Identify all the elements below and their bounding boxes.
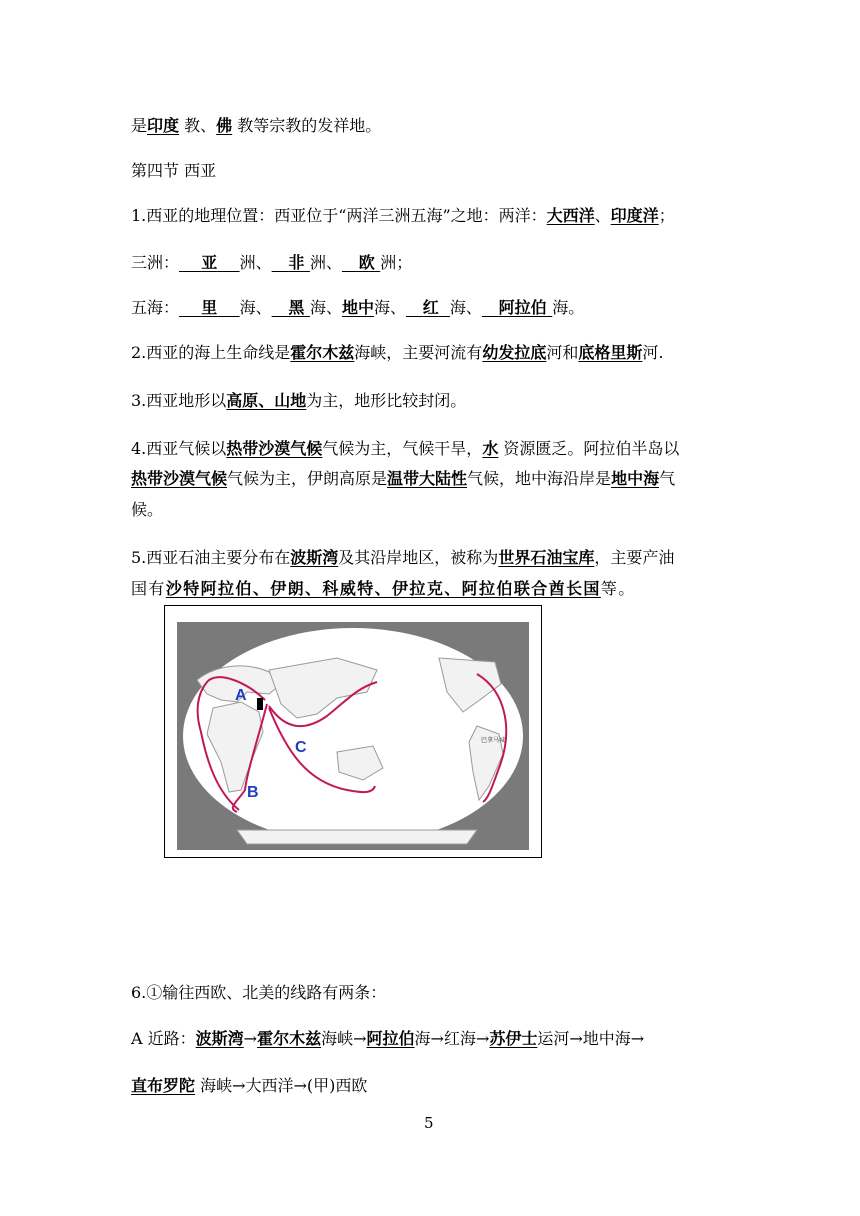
oil-route-map [164, 605, 542, 858]
question-6-route-a: A 近路：波斯湾→霍尔木兹海峡→阿拉伯海→红海→苏伊士运河→地中海→ [131, 1029, 645, 1048]
question-2: 2.西亚的海上生命线是霍尔木兹海峡，主要河流有幼发拉底河和底格里斯河. [131, 343, 664, 362]
question-4-line-1: 4.西亚气候以热带沙漠气候气候为主，气候干旱，水 资源匮乏。阿拉伯半岛以 [131, 439, 680, 458]
answer-climate-3: 温带大陆性 [387, 469, 468, 488]
answer-route-arabian: 阿拉伯 [366, 1029, 415, 1048]
answer-buddhism: 佛 [216, 116, 233, 135]
answer-oil-treasury: 世界石油宝库 [498, 548, 595, 567]
answer-oil-countries: 沙特阿拉伯、伊朗、科威特、伊拉克、阿拉伯联合酋长国 [165, 579, 601, 598]
answer-sea-1: 里 [201, 298, 218, 317]
gulf-marker [257, 698, 263, 710]
route-label-b: B [247, 784, 259, 801]
route-label-c: C [295, 739, 307, 756]
world-map-image [177, 622, 529, 850]
label-panama: 巴拿马城 [481, 737, 506, 744]
page-number: 5 [424, 1114, 434, 1132]
text-line-religion: 是印度 教、佛 教等宗教的发祥地。 [131, 116, 382, 135]
answer-sea-2: 黑 [288, 298, 305, 317]
answer-continent-2: 非 [288, 253, 305, 272]
question-5-line-2: 国有沙特阿拉伯、伊朗、科威特、伊拉克、阿拉伯联合酋长国等。 [131, 579, 636, 598]
answer-sea-3: 地中 [341, 298, 374, 317]
question-5-line-1: 5.西亚石油主要分布在波斯湾及其沿岸地区，被称为世界石油宝库，主要产油 [131, 548, 675, 567]
answer-climate-4: 地中海 [611, 469, 660, 488]
answer-india: 印度 [147, 116, 180, 135]
answer-climate-2: 热带沙漠气候 [131, 469, 228, 488]
answer-route-hormuz: 霍尔木兹 [257, 1029, 322, 1048]
answer-hormuz: 霍尔木兹 [290, 343, 355, 362]
answer-route-suez: 苏伊士 [489, 1029, 538, 1048]
question-1-seas: 五海： 里 海、 黑 海、地中海、 红 海、 阿拉伯 海。 [131, 298, 585, 317]
answer-continent-3: 欧 [358, 253, 375, 272]
answer-gulf: 波斯湾 [290, 548, 339, 567]
answer-terrain: 高原、山地 [226, 391, 307, 410]
question-6-title: 6.①输往西欧、北美的线路有两条： [131, 983, 387, 1002]
answer-water: 水 [482, 439, 499, 458]
answer-ocean-1: 大西洋 [546, 206, 595, 225]
answer-tigris: 底格里斯 [578, 343, 643, 362]
answer-route-gibraltar: 直布罗陀 [131, 1076, 196, 1095]
answer-ocean-2: 印度洋 [610, 206, 659, 225]
answer-route-gulf: 波斯湾 [195, 1029, 244, 1048]
antarctica-shape [237, 830, 477, 844]
question-4-line-3: 候。 [131, 500, 164, 519]
section-title: 第四节 西亚 [131, 161, 217, 180]
question-1-line-1: 1.西亚的地理位置：西亚位于“两洋三洲五海”之地：两洋：大西洋、印度洋； [131, 206, 675, 225]
answer-euphrates: 幼发拉底 [482, 343, 547, 362]
route-label-a: A [235, 687, 247, 704]
answer-continent-1: 亚 [201, 253, 218, 272]
question-6-route-a-cont: 直布罗陀 海峡→大西洋→(甲)西欧 [131, 1076, 368, 1095]
answer-sea-4: 红 [422, 298, 439, 317]
answer-sea-5: 阿拉伯 [498, 298, 547, 317]
question-4-line-2: 热带沙漠气候气候为主，伊朗高原是温带大陆性气候，地中海沿岸是地中海气 [131, 469, 676, 488]
question-1-continents: 三洲： 亚 洲、 非 洲、 欧 洲； [131, 253, 413, 272]
question-3: 3.西亚地形以高原、山地为主，地形比较封闭。 [131, 391, 467, 410]
answer-climate-1: 热带沙漠气候 [226, 439, 323, 458]
